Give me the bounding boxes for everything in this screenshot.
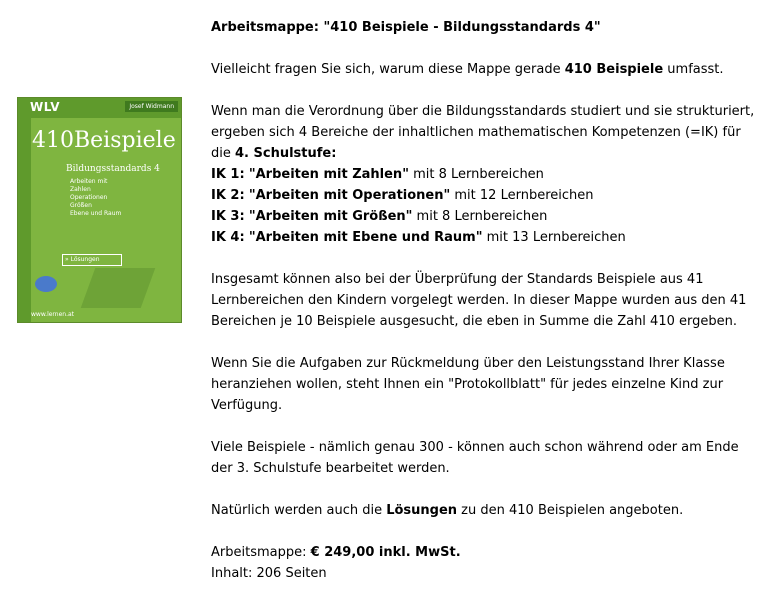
- ik-line: IK 2: "Arbeiten mit Operationen" mit 12 Lernbereichen: [211, 188, 594, 203]
- globe-icon: [35, 276, 57, 292]
- summary-paragraph: Insgesamt können also bei der Überprüfung der Standards Beispiele aus 41 Lernbereichen den Kindern vorgelegt werden. In dieser Mappe wurden aus den 41 Bereichen je 10 Beispiele ausgesucht, die eben in Summe die Zahl 410 ergeben.: [211, 272, 747, 329]
- price-label: Arbeitsmappe:: [211, 545, 311, 560]
- ik-line: IK 1: "Arbeiten mit Zahlen" mit 8 Lernbereichen: [211, 167, 544, 182]
- cover-loesungen-box: » Lösungen: [62, 254, 122, 266]
- intro-paragraph: Vielleicht fragen Sie sich, warum diese Mappe gerade 410 Beispiele umfasst.: [211, 62, 724, 77]
- cover-title: [32, 128, 176, 153]
- cover-title-word: Beispiele: [74, 128, 176, 153]
- page-count: Inhalt: 206 Seiten: [211, 566, 327, 581]
- price-block: [211, 542, 763, 584]
- cover-title-sub: Bildungsstandards 4: [66, 164, 160, 174]
- book-cover-image: [17, 97, 182, 323]
- ik-line: IK 3: "Arbeiten mit Größen" mit 8 Lernbereichen: [211, 209, 548, 224]
- price-value: € 249,00 inkl. MwSt.: [310, 545, 461, 560]
- cover-subtitle-line: Größen: [70, 202, 92, 209]
- cover-subtitle-line: Arbeiten mit: [70, 178, 108, 185]
- cover-subtitle-line: Zahlen: [70, 186, 91, 193]
- cover-left-stripe: [18, 118, 31, 323]
- description-text: [211, 17, 763, 584]
- cover-url: www.lernen.at: [31, 311, 75, 318]
- cover-title-number: 410: [32, 128, 74, 153]
- cover-brand-logo: WLV: [30, 100, 61, 114]
- protocol-paragraph: Wenn Sie die Aufgaben zur Rückmeldung über den Leistungsstand Ihrer Klasse heranziehen wollen, steht Ihnen ein "Protokollblatt" für jedes einzelne Kind zur Verfügung.: [211, 356, 725, 413]
- cover-subtitle-line: Operationen: [70, 194, 108, 201]
- page-heading: Arbeitsmappe: "410 Beispiele - Bildungsstandards 4": [211, 20, 601, 35]
- ik-line: IK 4: "Arbeiten mit Ebene und Raum" mit 13 Lernbereichen: [211, 230, 626, 245]
- cover-decorative-shape: [81, 268, 156, 308]
- cover-author: Josef Widmann: [125, 101, 178, 112]
- third-grade-paragraph: Viele Beispiele - nämlich genau 300 - können auch schon während oder am Ende der 3. Schulstufe bearbeitet werden.: [211, 440, 739, 476]
- cover-subtitle-list: [70, 178, 121, 218]
- solutions-paragraph: Natürlich werden auch die Lösungen zu den 410 Beispielen angeboten.: [211, 503, 684, 518]
- competences-paragraph: Wenn man die Verordnung über die Bildungsstandards studiert und sie strukturiert, ergeben sich 4 Bereiche der inhaltlichen mathematischen Kompetenzen (=IK) für die 4. Schulstufe: IK 1: "Arbeiten mit Zahlen" mit 8 Lernbereichen IK 2: "Arbeiten mit Operationen" mit 12 Lernbereichen IK 3: "Arbeiten mit Größen" mit 8 Lernbereichen IK 4: "Arbeiten mit Ebene und Raum" mit 13 Lernbereichen: [211, 104, 755, 245]
- cover-subtitle-line: Ebene und Raum: [70, 210, 122, 217]
